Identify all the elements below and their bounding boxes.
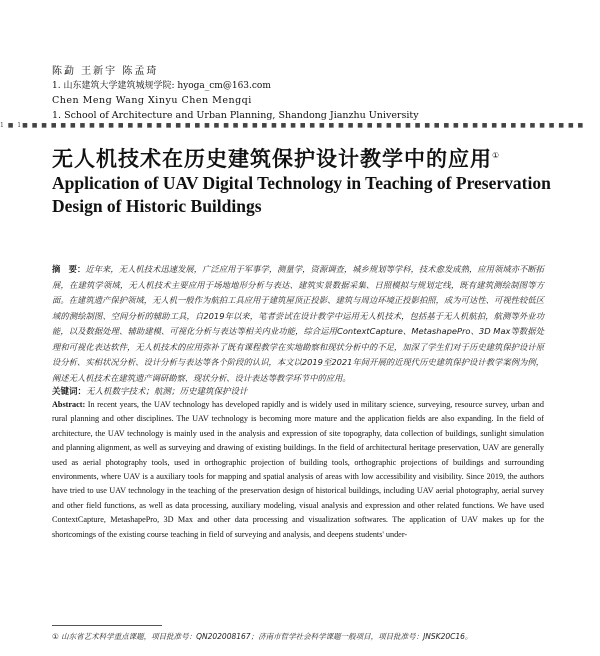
affiliation-cn: 1. 山东建筑大学建筑城规学院: hyoga_cm@163.com — [52, 81, 271, 91]
authors-en: Chen Meng Wang Xinyu Chen Mengqi — [52, 95, 252, 106]
title-cn-text: 无人机技术在历史建筑保护设计教学中的应用 — [52, 147, 492, 171]
footnote: ① 山东省艺术科学重点课题，项目批准号：QN202008167；济南市哲学社会科学课题一般项目，项目批准号：JNSK20C16。 — [52, 632, 473, 641]
authors-cn: 陈勐 王新宇 陈孟琦 — [52, 66, 159, 77]
affiliation-en: 1. School of Architecture and Urban Planning, Shandong Jianzhu University — [52, 110, 419, 121]
footnote-rule — [52, 625, 162, 626]
abstract-en-text: In recent years, the UAV technology has developed rapidly and is widely used in military science, surveying, resource survey, urban and rural planning and other disciplines. The UAV technology is becoming more mature and the application fields are also expanding. In the field of architecture, the UAV technology is mainly used in the analysis and expression of site topography, data collection of buildings, sunlight simulation and planning alignment, as well as surveying and drawing of existing buildings. In the field of architectural heritage preservation, UAV are generally used as aerial photography tools, used in orthographic projection of building tools, orthographic projections of buildings and surrounding environments, where UAV is a auxiliary tools for mapping and spatial analysis of areas with low accessibility and visibility. Since 2019, the authors have tried to use UAV technology in the teaching of the preservation design of historical buildings, including UAV aerial photography, aerial survey and other field functions, as well as data processing, auxiliary modeling, visual analysis and expression and other related functions. We have used ContextCapture, MetashapePro, 3D Max and other data processing and visualization softwares. The application of UAV makes up for the shortcomings of the existing course teaching in field of surveying and analysis, and deepens students' under- — [52, 400, 544, 539]
abstract-en-label: Abstract: — [52, 400, 86, 409]
scan-noise-line: 1 ■ 1■ ■ ■ ■ ■ ■ ■ ■ ■ ■ ■ ■ ■ ■ ■ ■ ■ ■ ■ ■ ■ ■ ■ ■ ■ ■ ■ ■ ■ ■ ■ ■ ■ ■ ■ ■ ■ ■ ■ ■ ■ ■ ■ ■ ■ ■ ■ ■ ■ ■ ■ ■ ■ ■ ■ ■ ■ ■ ■ — [0, 122, 585, 129]
keywords-cn — [52, 385, 544, 397]
abstract-cn-text: 近年来，无人机技术迅速发展，广泛应用于军事学，测量学，资源调查，城乡规划等学科，技术愈发成熟，应用领域亦不断拓展，在建筑学领域，无人机技术主要应用于场地地形分析与表达、建筑实景数据采集、日照模拟与规划定线，既有建筑测绘制图等方面。在建筑遗产保护领域，无人机一般作为航拍工具应用于建筑屋顶正投影、建筑与周边环境正投影拍照，成为可达性、可视性较低区域的测绘制图、空间分析的辅助工具，自2019年以来，笔者尝试在设计教学中运用无人机技术，包括基于无人机航拍，航测等外业功能，以及数据处理、辅助建模、可视化分析与表达等相关内业功能，综合运用ContextCapture、MetashapePro、3D Max等数据处理和可视化表达软件，无人机技术的应用弥补了既有课程教学在实地勘察和现状分析中的不足，加深了学生们对于历史建筑保护设计原设分析、实相状况分析、设计分析与表达等各个阶段的认识，本文以2019至2021年间开展的近现代历史建筑保护设计教学案例为例，阐述无人机技术在建筑遗产调研勘察、现状分析、设计表达等教学环节中的应用。 — [52, 264, 544, 383]
title-footnote-mark: ① — [492, 151, 501, 160]
abstract-cn — [52, 262, 544, 386]
title-en: Application of UAV Digital Technology in Teaching of Preservation Design of Historic Buildings — [52, 173, 551, 216]
abstract-en — [52, 398, 544, 542]
keywords-cn-text: 无人机数字技术；航测；历史建筑保护设计 — [86, 387, 248, 397]
title-cn — [52, 143, 500, 173]
keywords-cn-label: 关键词： — [52, 387, 87, 397]
abstract-cn-label: 摘 要： — [52, 264, 86, 274]
